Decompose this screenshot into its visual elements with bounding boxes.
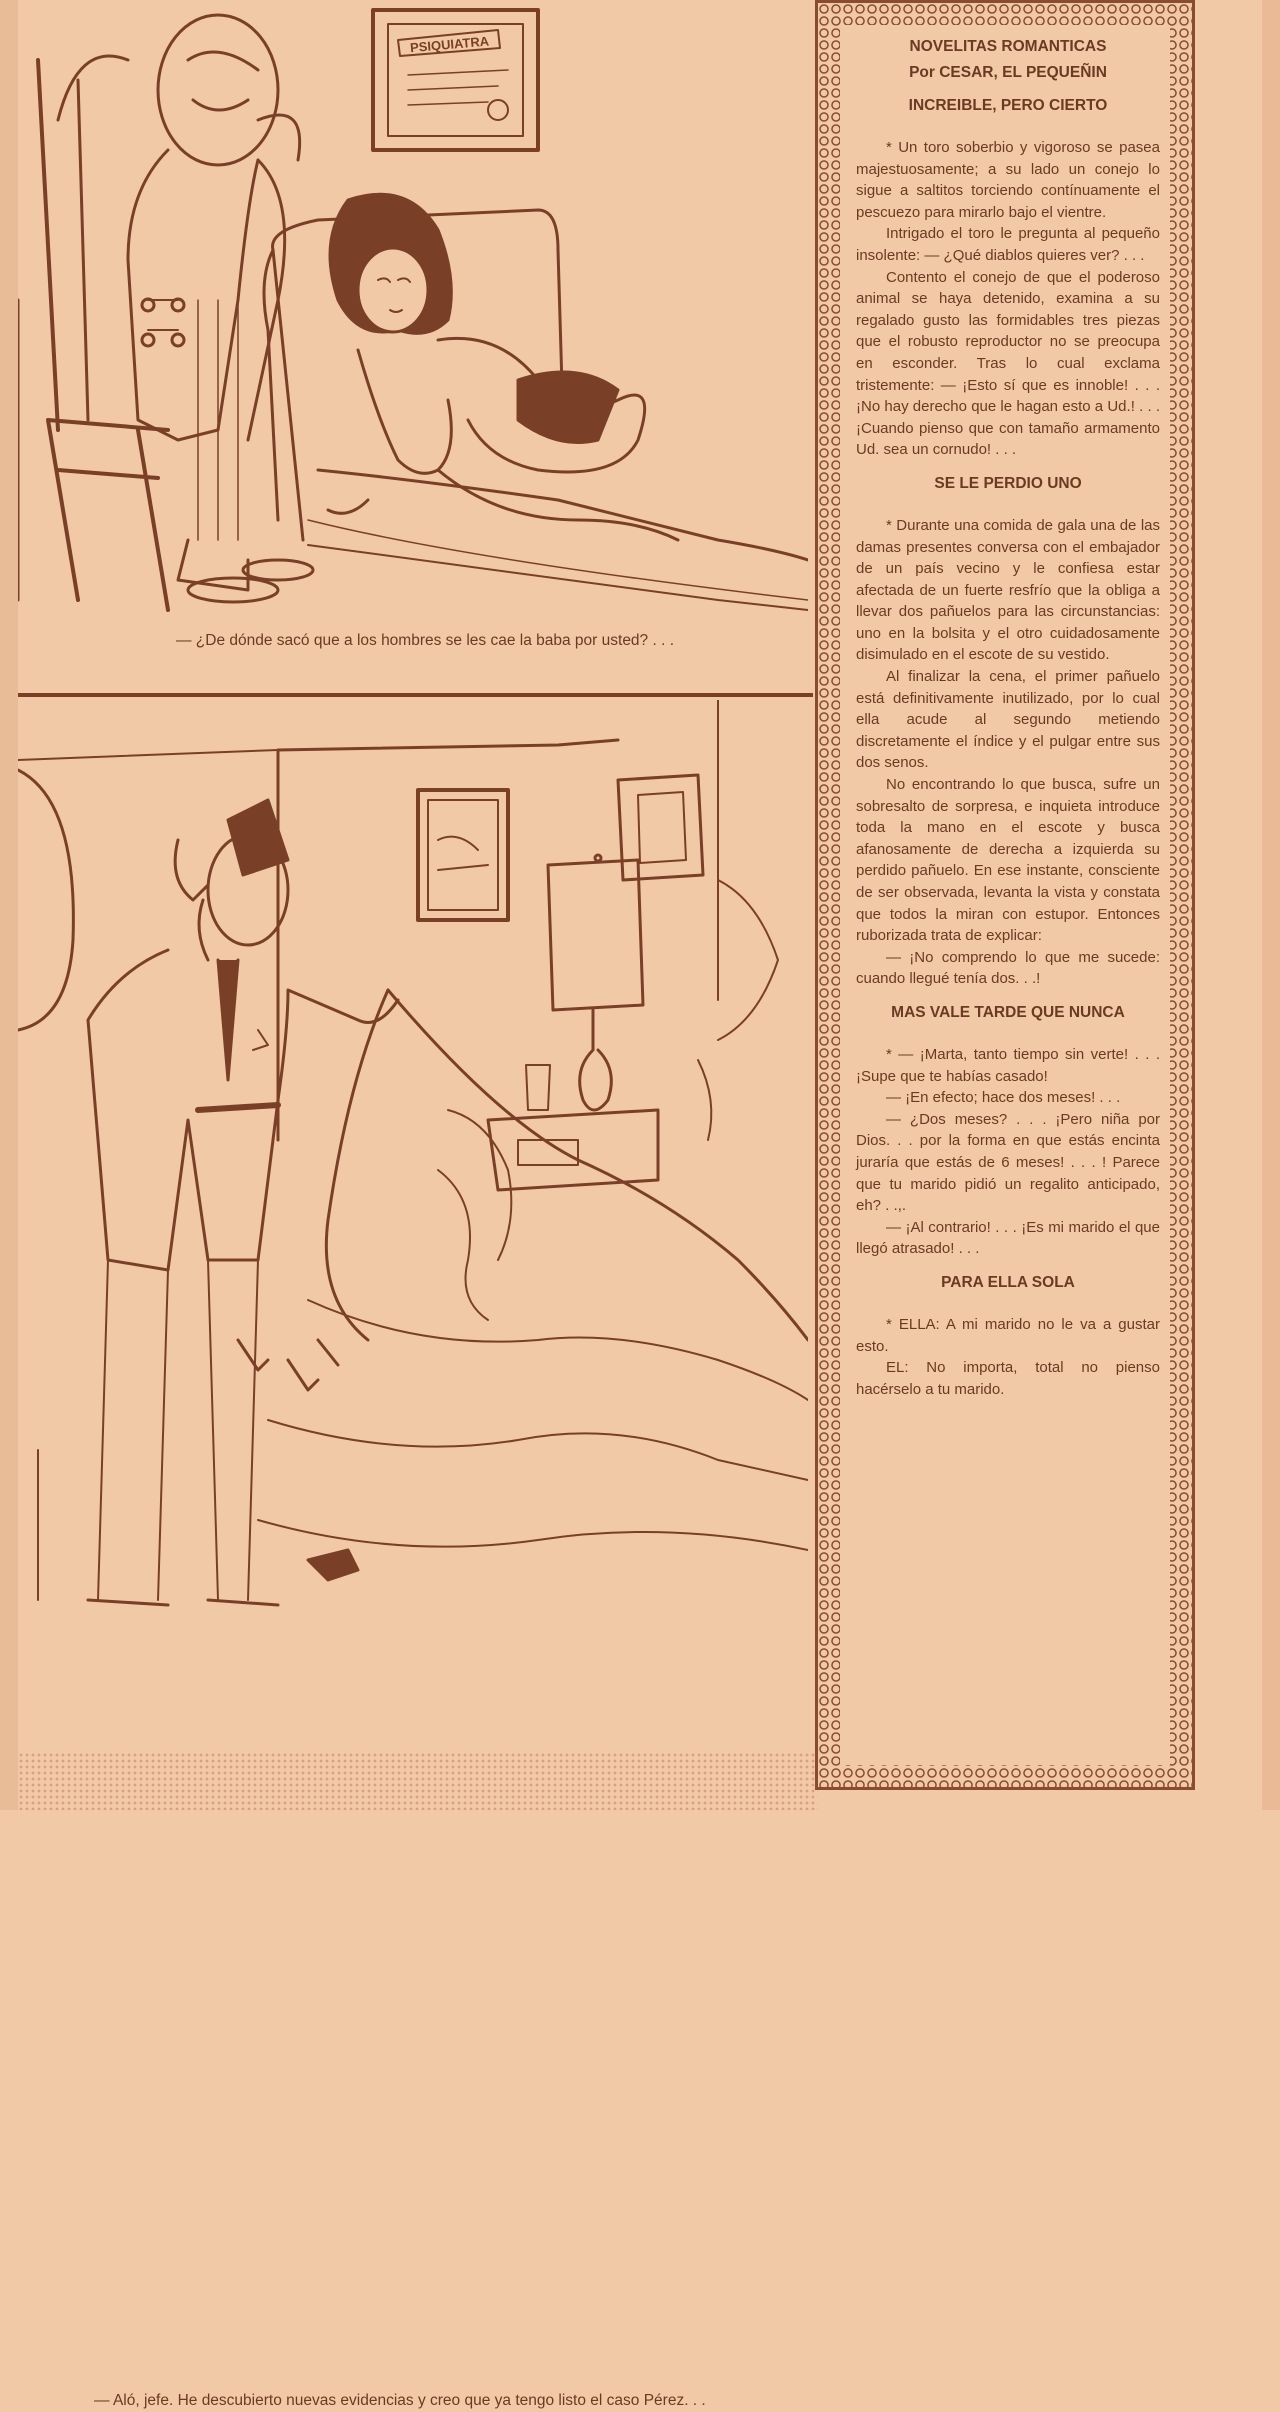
bed-sheet — [258, 880, 808, 1550]
section-paragraph: Intrigado el toro le pregunta al pequeño insolente: — ¿Qué diablos quieres ver? . . . — [856, 225, 1160, 264]
section-paragraph: — ¡Al contrario! . . . ¡Es mi marido el que llegó atrasado! . . . — [856, 1218, 1160, 1258]
detective-figure — [88, 800, 398, 1605]
section-title: MAS VALE TARDE QUE NUNCA — [891, 1003, 1125, 1021]
page-edge-right — [1262, 0, 1280, 1810]
section-title: PARA ELLA SOLA — [941, 1273, 1075, 1291]
halftone-strip — [18, 1752, 818, 1810]
small-frame — [618, 775, 703, 880]
table-lamp — [548, 855, 643, 1110]
section-paragraph: No encontrando lo que busca, sufre un sobresalto de sorpresa, e inquieta introduce toda la mano en el escote y busca afanosamente de derecha a izquierda su perdido pañuelo. En ese instante, consciente de ser observada, levanta la vista y constata que todos la miran con estupor. Entonces ruborizada trata de explicar: — [856, 776, 1160, 945]
caption-top: — ¿De dónde sacó que a los hombres se les cae la baba por usted? . . . — [176, 632, 675, 649]
section-paragraph: * Durante una comida de gala una de las damas presentes conversa con el embajador de un país vecino y le confiesa estar afectada de un fuerte resfrío que la obliga a llevar dos pañuelos para las circunstancias: uno en la bolsita y el otro cuidadosamente disimulado en el escote de su vestido. — [856, 516, 1160, 664]
section-title: INCREIBLE, PERO CIERTO — [908, 97, 1108, 114]
section-paragraph: Contento el conejo de que el poderoso animal se haya detenido, examina a su regalado gusto las formidables tres piezas que el robusto reproductor no se preocupa en esconder. Tras lo cual exclama tristemente: — ¡Esto sí que es innoble! . . . ¡No hay derecho que le hagan esto a Ud.! . . . ¡Cuando pienso que con tamaño armamento Ud. sea un cornudo! . . . — [856, 268, 1160, 459]
section-paragraph: EL: No importa, total no pienso hacérselo a tu marido. — [856, 1359, 1160, 1398]
cartoon-panel-top — [18, 0, 808, 690]
section-paragraph: * Un toro soberbio y vigoroso se pasea majestuosamente; a su lado un conejo lo sigue a saltitos torciendo contínuamente el pescuezo para mirarlo bajo el vientre. — [856, 139, 1160, 221]
section-paragraph: — ¿Dos meses? . . . ¡Pero niña por Dios. . . por la forma en que estás encinta juraría que estás de 6 meses! . . . ! Parece que tu marido pidió un regalito anticipado, eh? . .,. — [856, 1110, 1160, 1215]
detective-illustration — [18, 700, 808, 1690]
section-paragraph: — ¡No comprendo lo que me sucede: cuando llegué tenía dos. . .! — [856, 948, 1160, 988]
diploma-frame — [373, 10, 538, 150]
diploma-text: PSIQUIATRA — [409, 33, 490, 56]
caption-bottom: — Aló, jefe. He descubierto nuevas evidencias y creo que ya tengo listo el caso Pérez. . . — [94, 2392, 706, 2409]
page-edge-left — [0, 0, 18, 1810]
psychiatrist-figure — [58, 15, 313, 602]
wall-picture — [418, 790, 508, 920]
section-title: SE LE PERDIO UNO — [934, 474, 1082, 492]
section-paragraph: Al finalizar la cena, el primer pañuelo está definitivamente inutilizado, por lo cual ella acude al segundo metiendo discretamente el índice y el pulgar entre sus dos senos. — [856, 668, 1160, 772]
section-paragraph: * ELLA: A mi marido no le va a gustar esto. — [856, 1315, 1160, 1355]
cartoon-panel-bottom — [18, 700, 808, 2409]
jokes-column-text — [840, 25, 1170, 1765]
column-header-author: Por CESAR, EL PEQUEÑIN — [909, 64, 1107, 81]
section-paragraph: — ¡En efecto; hace dos meses! . . . — [886, 1089, 1121, 1107]
psychiatrist-illustration — [18, 0, 808, 690]
panel-divider — [18, 693, 813, 697]
woman-figure — [328, 194, 678, 540]
jokes-column — [815, 0, 1195, 1790]
column-header-title: NOVELITAS ROMANTICAS — [909, 38, 1107, 55]
section-paragraph: * — ¡Marta, tanto tiempo sin verte! . . . ¡Supe que te habías casado! — [856, 1045, 1160, 1085]
